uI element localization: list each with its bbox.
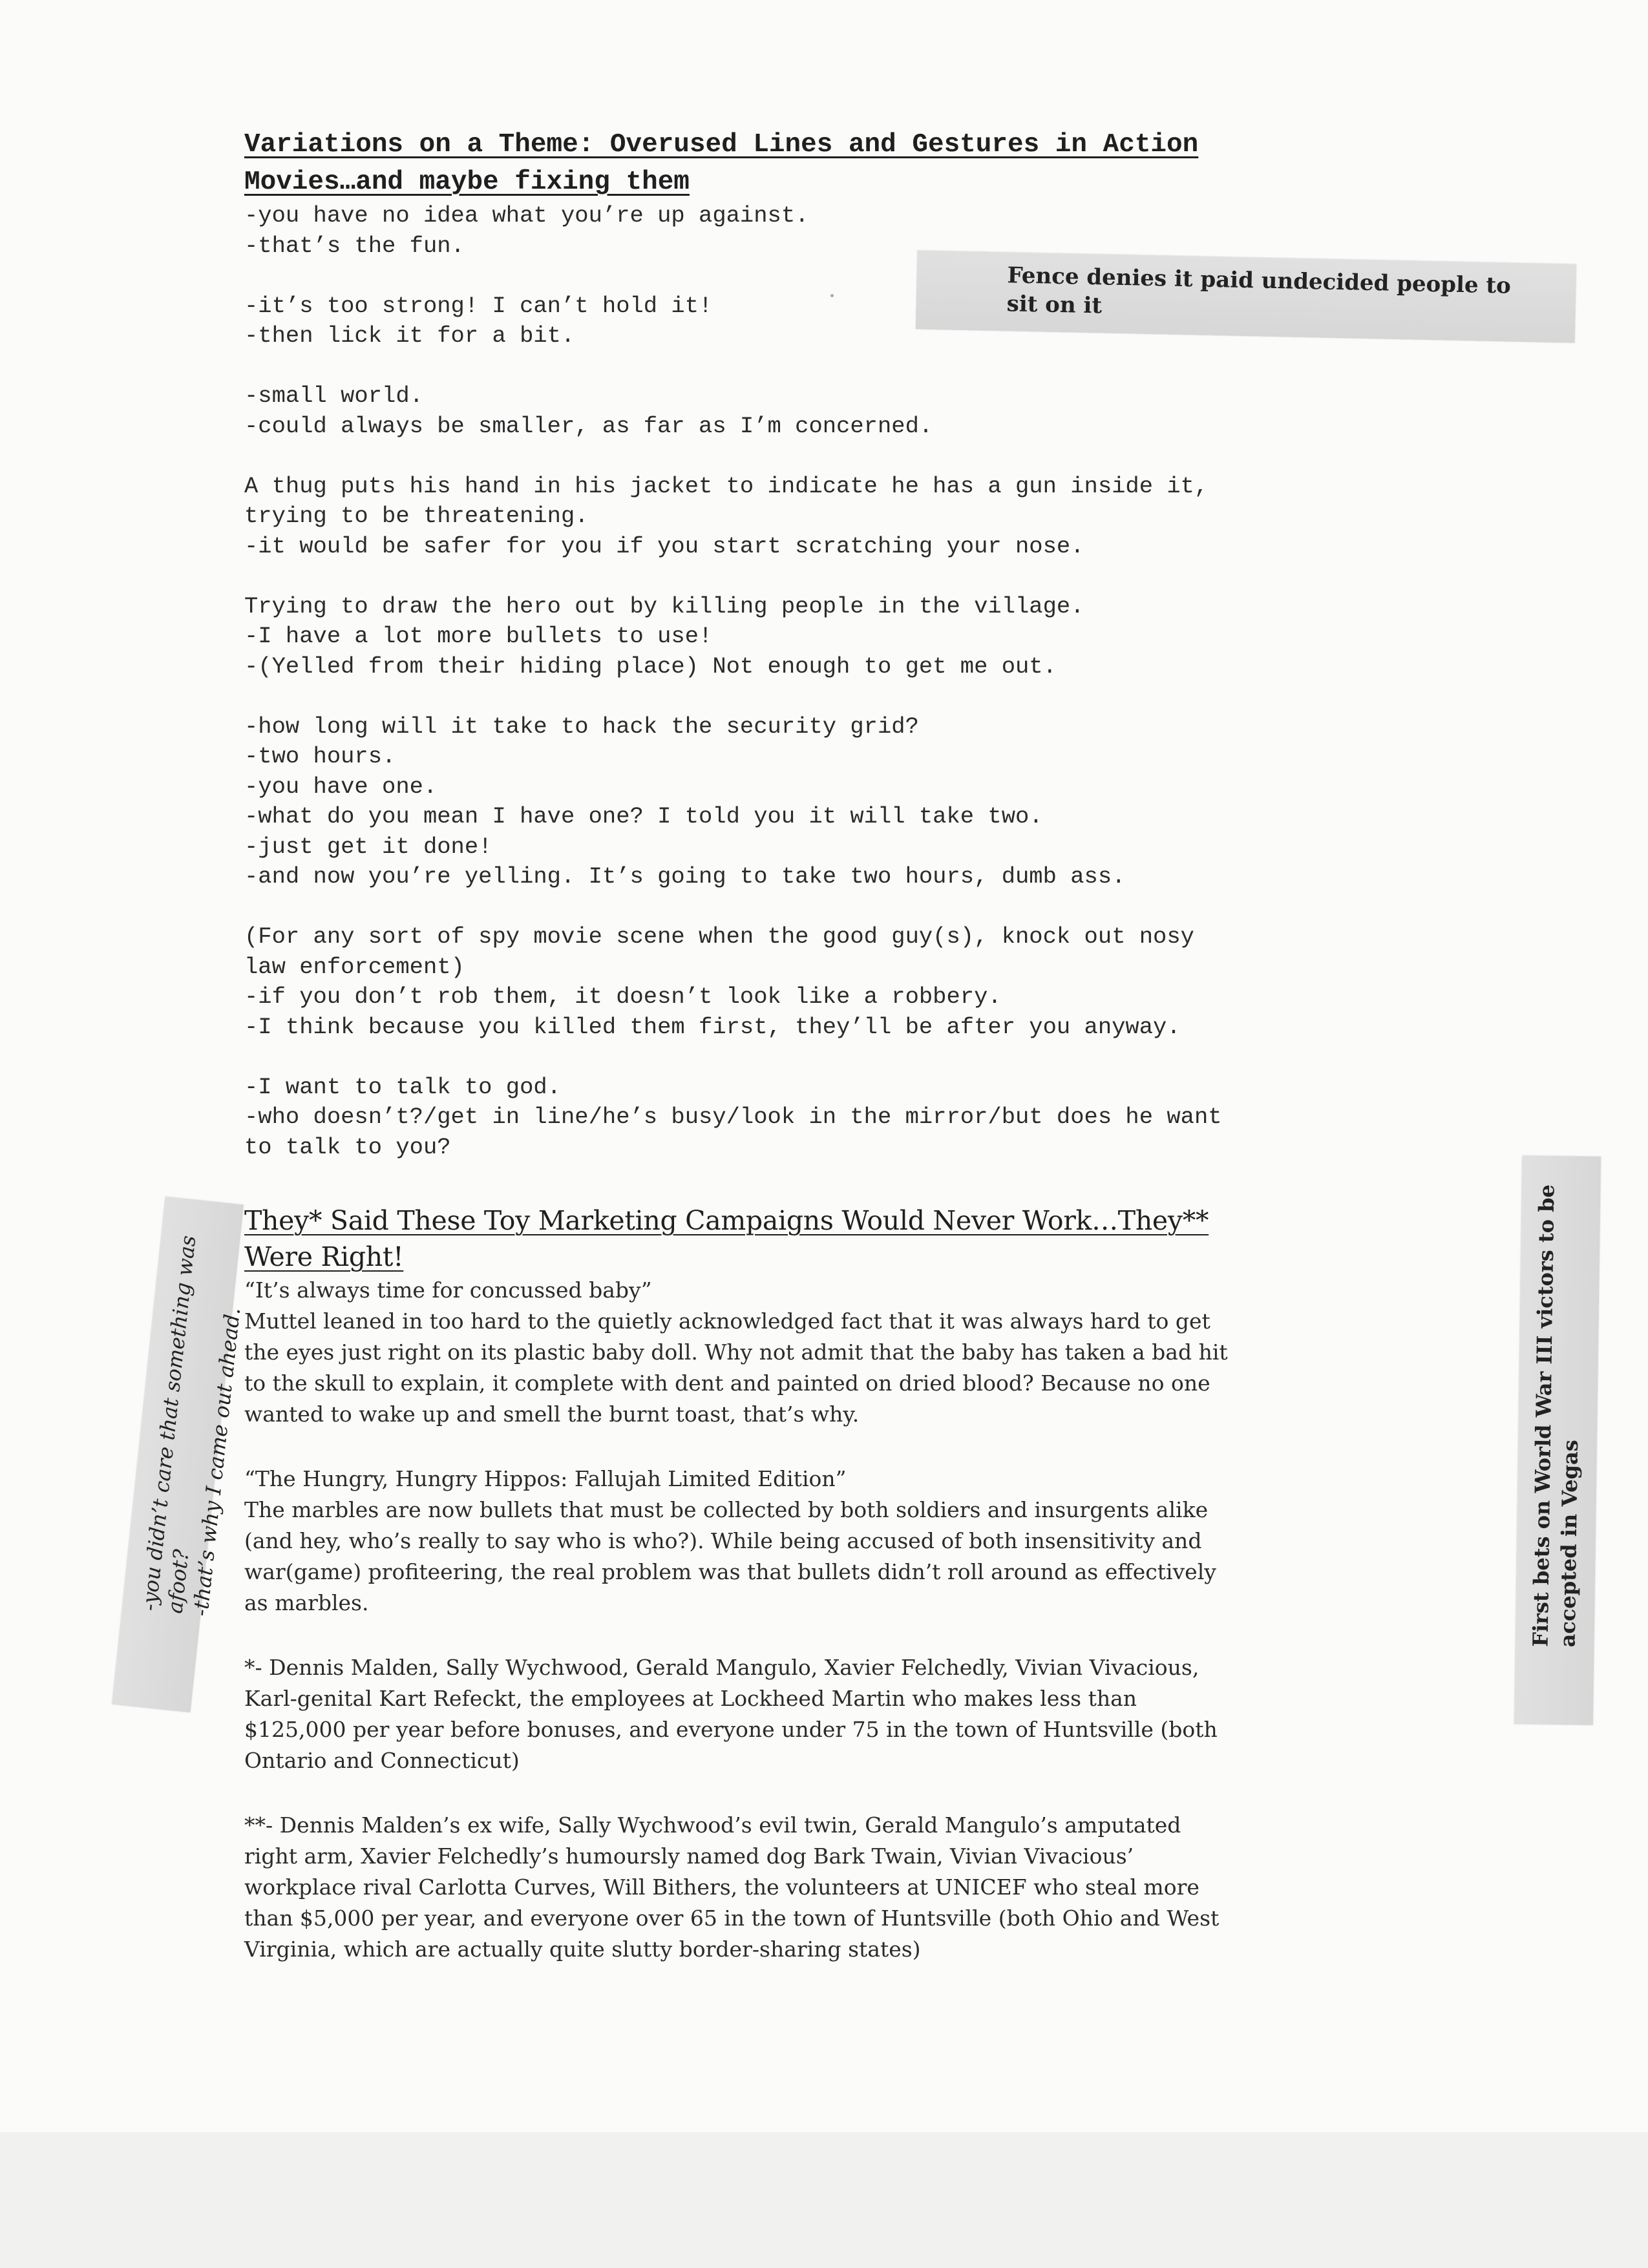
block-spacer <box>244 1042 1421 1073</box>
clipping-line: -you didn’t care that something was afoot? <box>136 1234 201 1615</box>
section1-dialogue <box>244 201 1421 1162</box>
dialogue-line: -it’s too strong! I can’t hold it! <box>244 292 713 319</box>
section-toy-marketing <box>244 1202 1421 1965</box>
dialogue-line: -that’s the fun. <box>244 232 465 259</box>
block-spacer <box>244 682 1421 712</box>
paragraph-line: war(game) profiteering, the real problem was that bullets didn’t roll around as effectively <box>244 1559 1216 1584</box>
dialogue-line: -and now you’re yelling. It’s going to take two hours, dumb ass. <box>244 863 1126 890</box>
dialogue-line: Trying to draw the hero out by killing people in the village. <box>244 593 1084 620</box>
dialogue-line: -what do you mean I have one? I told you it will take two. <box>244 803 1043 830</box>
dialogue-line: -I want to talk to god. <box>244 1073 561 1100</box>
paragraph-line: “The Hungry, Hungry Hippos: Fallujah Limited Edition” <box>244 1466 847 1491</box>
section2-paragraphs <box>244 1275 1421 1965</box>
section1-title-line1: Variations on a Theme: Overused Lines and Gestures in Action <box>244 130 1199 160</box>
tape-clipping-top-right <box>916 250 1576 342</box>
block-spacer <box>244 441 1421 472</box>
dialogue-line: -how long will it take to hack the security grid? <box>244 713 919 740</box>
tape-clipping-right <box>1514 1155 1601 1725</box>
dialogue-line: -(Yelled from their hiding place) Not enough to get me out. <box>244 653 1057 680</box>
paragraph-line: right arm, Xavier Felchedly’s humoursly named dog Bark Twain, Vivian Vivacious’ <box>244 1843 1134 1869</box>
dialogue-line: trying to be threatening. <box>244 503 589 529</box>
paragraph-line: (and hey, who’s really to say who is who?). While being accused of both insensitivity and <box>244 1528 1202 1553</box>
block-spacer <box>244 562 1421 592</box>
paragraph-line: Karl-genital Kart Refeckt, the employees at Lockheed Martin who makes less than <box>244 1686 1137 1711</box>
document-body <box>244 126 1421 1965</box>
paragraph-line: “It’s always time for concussed baby” <box>244 1277 652 1303</box>
paragraph-spacer <box>244 1776 1421 1810</box>
dialogue-line: -you have one. <box>244 773 438 800</box>
dialogue-line: -could always be smaller, as far as I’m concerned. <box>244 412 933 439</box>
paragraph-line: Virginia, which are actually quite slutty border-sharing states) <box>244 1937 921 1962</box>
paragraph-spacer <box>244 1430 1421 1464</box>
paragraph-line: Muttel leaned in too hard to the quietly acknowledged fact that it was always hard to get <box>244 1308 1210 1334</box>
dialogue-line: -then lick it for a bit. <box>244 322 575 349</box>
section2-title-line1: They* Said These Toy Marketing Campaigns Would Never Work…They** <box>244 1205 1209 1236</box>
dialogue-line: -who doesn’t?/get in line/he’s busy/look in the mirror/but does he want <box>244 1104 1222 1130</box>
paragraph-line: **- Dennis Malden’s ex wife, Sally Wychwood’s evil twin, Gerald Mangulo’s amputated <box>244 1812 1181 1838</box>
dialogue-line: -it would be safer for you if you start scratching your nose. <box>244 532 1084 560</box>
block-spacer <box>244 352 1421 382</box>
paper-speck <box>830 294 834 297</box>
clipping-line: accepted in Vegas <box>1555 1439 1583 1648</box>
paragraph-line: The marbles are now bullets that must be collected by both soldiers and insurgents alike <box>244 1497 1209 1522</box>
clipping-line: sit on it <box>1006 291 1103 319</box>
paragraph-line: than $5,000 per year, and everyone over 65 in the town of Huntsville (both Ohio and West <box>244 1906 1220 1931</box>
dialogue-line: law enforcement) <box>244 953 465 980</box>
dialogue-line: -you have no idea what you’re up against. <box>244 202 809 229</box>
dialogue-line: -two hours. <box>244 743 396 770</box>
dialogue-line: (For any sort of spy movie scene when the good guy(s), knock out nosy <box>244 923 1194 950</box>
scan-background <box>0 2132 1648 2268</box>
paragraph-line: as marbles. <box>244 1590 369 1615</box>
dialogue-line: to talk to you? <box>244 1133 451 1160</box>
paragraph-line: *- Dennis Malden, Sally Wychwood, Gerald Mangulo, Xavier Felchedly, Vivian Vivacious, <box>244 1655 1199 1680</box>
clipping-line: Fence denies it paid undecided people to <box>1007 262 1512 299</box>
dialogue-line: -just get it done! <box>244 833 492 860</box>
clipping-line: -that’s why I came out ahead. <box>188 1306 246 1618</box>
paragraph-line: to the skull to explain, it complete with dent and painted on dried blood? Because no one <box>244 1370 1210 1396</box>
dialogue-line: -I think because you killed them first, they’ll be after you anyway. <box>244 1013 1181 1040</box>
paragraph-line: the eyes just right on its plastic baby doll. Why not admit that the baby has taken a bad hit <box>244 1339 1228 1365</box>
section2-title-line2: Were Right! <box>244 1241 404 1272</box>
paragraph-line: wanted to wake up and smell the burnt toast, that’s why. <box>244 1402 860 1427</box>
dialogue-line: -small world. <box>244 383 423 409</box>
paragraph-line: workplace rival Carlotta Curves, Will Bithers, the volunteers at UNICEF who steal more <box>244 1874 1199 1900</box>
clipping-line: First bets on World War III victors to be <box>1528 1184 1559 1647</box>
dialogue-line: A thug puts his hand in his jacket to indicate he has a gun inside it, <box>244 472 1209 499</box>
paragraph-line: $125,000 per year before bonuses, and everyone under 75 in the town of Huntsville (both <box>244 1717 1218 1742</box>
paragraph-line: Ontario and Connecticut) <box>244 1748 520 1773</box>
dialogue-line: -I have a lot more bullets to use! <box>244 623 713 649</box>
block-spacer <box>244 892 1421 923</box>
paragraph-spacer <box>244 1619 1421 1652</box>
section1-title-line2: Movies…and maybe fixing them <box>244 167 690 197</box>
dialogue-line: -if you don’t rob them, it doesn’t look like a robbery. <box>244 983 1002 1010</box>
